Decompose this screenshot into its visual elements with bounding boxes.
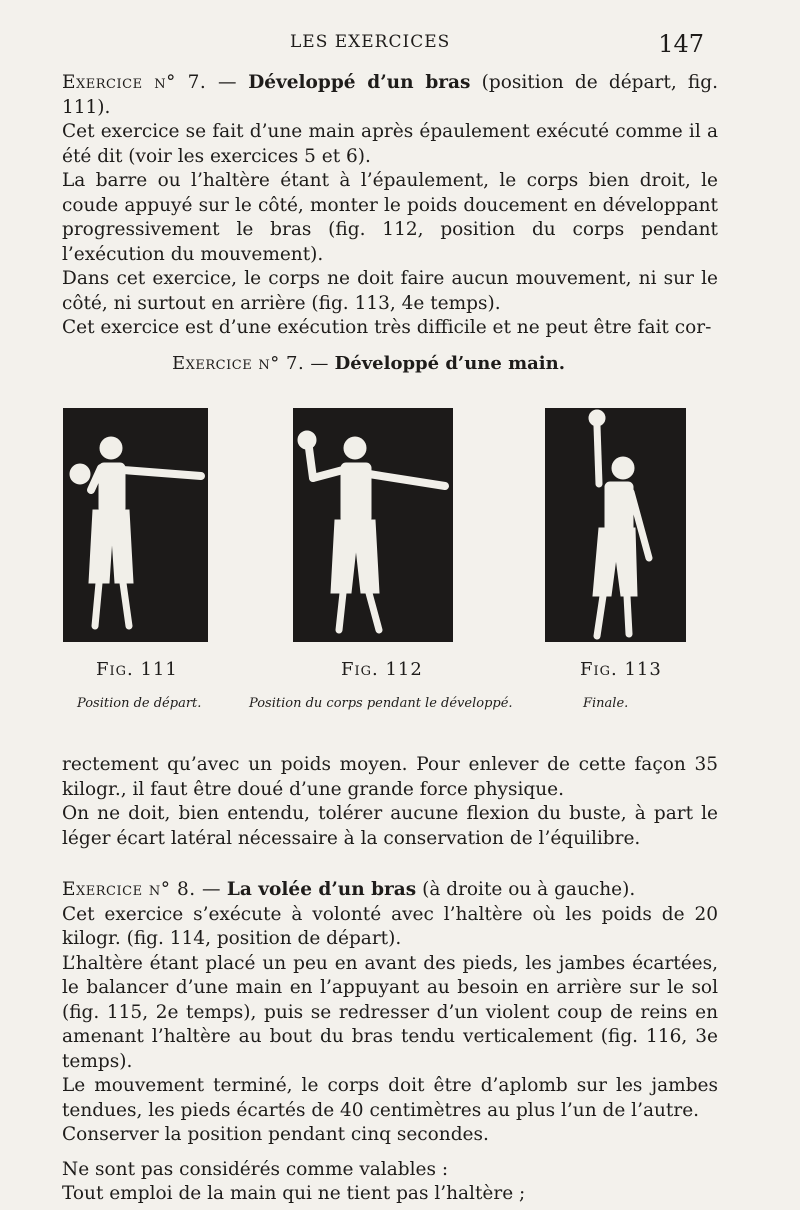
exercise-7-title: Développé d’un bras bbox=[248, 72, 471, 93]
running-title: LES EXERCICES bbox=[290, 32, 451, 52]
figure-113-caption: Finale. bbox=[583, 696, 629, 711]
paragraph: rectement qu’avec un poids moyen. Pour enlever de cette façon 35 kilogr., il faut être doué d’une grande force physique. bbox=[62, 754, 718, 800]
figure-caption-title bbox=[172, 353, 565, 374]
figure-112-caption: Position du corps pendant le développé. bbox=[249, 696, 513, 711]
figure-caption-bold: Développé d’une main. bbox=[334, 353, 565, 374]
paragraph: Conserver la position pendant cinq secondes. bbox=[62, 1124, 489, 1145]
paragraph: Ne sont pas considérés comme valables : bbox=[62, 1158, 449, 1180]
figure-111-photo bbox=[63, 408, 208, 642]
paragraph: Dans cet exercice, le corps ne doit faire aucun mouvement, ni sur le côté, ni surtout en arrière (fig. 113, 4e temps). bbox=[62, 268, 718, 314]
exercise-8-title: La volée d’un bras bbox=[226, 879, 417, 900]
page-header bbox=[0, 32, 800, 62]
page-number: 147 bbox=[658, 30, 704, 58]
figure-113-label: Fig. 113 bbox=[580, 659, 662, 680]
exercise-8-text bbox=[62, 878, 718, 1207]
exercise-7-text bbox=[62, 71, 718, 341]
exercise-8-heading bbox=[62, 878, 718, 903]
figure-111-label: Fig. 111 bbox=[96, 659, 178, 680]
paragraph: Tout emploi de la main qui ne tient pas l’haltère ; bbox=[62, 1183, 526, 1204]
paragraph: On ne doit, bien entendu, tolérer aucune flexion du buste, à part le léger écart latéral nécessaire à la conservation de l’équilibre. bbox=[62, 803, 718, 849]
figure-112-label: Fig. 112 bbox=[341, 659, 423, 680]
figure-112-photo bbox=[293, 408, 453, 642]
figure-caption-prefix: Exercice n° 7. — bbox=[172, 353, 329, 374]
exercise-7-number: Exercice n° 7. — bbox=[62, 72, 237, 93]
paragraph: Cet exercice se fait d’une main après épaulement exécuté comme il a été dit (voir les exercices 5 et 6). bbox=[62, 121, 718, 167]
continuation-text bbox=[62, 753, 718, 851]
paragraph: La barre ou l’haltère étant à l’épaulement, le corps bien droit, le coude appuyé sur le côté, monter le poids doucement en développant progressivement le bras (fig. 112, position du corps pendant l’exécution du mouvement). bbox=[62, 170, 718, 265]
exercise-8-number: Exercice n° 8. — bbox=[62, 879, 221, 900]
exercise-7-heading bbox=[62, 71, 718, 120]
paragraph: Cet exercice est d’une exécution très difficile et ne peut être fait cor- bbox=[62, 317, 712, 338]
paragraph: Cet exercice s’exécute à volonté avec l’haltère où les poids de 20 kilogr. (fig. 114, position de départ). bbox=[62, 903, 718, 949]
paragraph: Le mouvement terminé, le corps doit être d’aplomb sur les jambes tendues, les pieds écartés de 40 centimètres au plus l’un de l’autre. bbox=[62, 1075, 718, 1121]
paragraph: L’haltère étant placé un peu en avant des pieds, les jambes écartées, le balancer d’une main en l’appuyant au besoin en arrière sur le sol (fig. 115, 2e temps), puis se redresser d’un violent coup de reins en amenant l’haltère au bout du bras tendu verticalement (fig. 116, 3e temps). bbox=[62, 952, 718, 1072]
exercise-7-subtitle: (position de départ, fig. 111). bbox=[62, 72, 718, 118]
exercise-8-subtitle: (à droite ou à gauche). bbox=[422, 879, 636, 900]
figure-113-photo bbox=[545, 408, 686, 642]
figure-111-caption: Position de départ. bbox=[77, 696, 202, 711]
